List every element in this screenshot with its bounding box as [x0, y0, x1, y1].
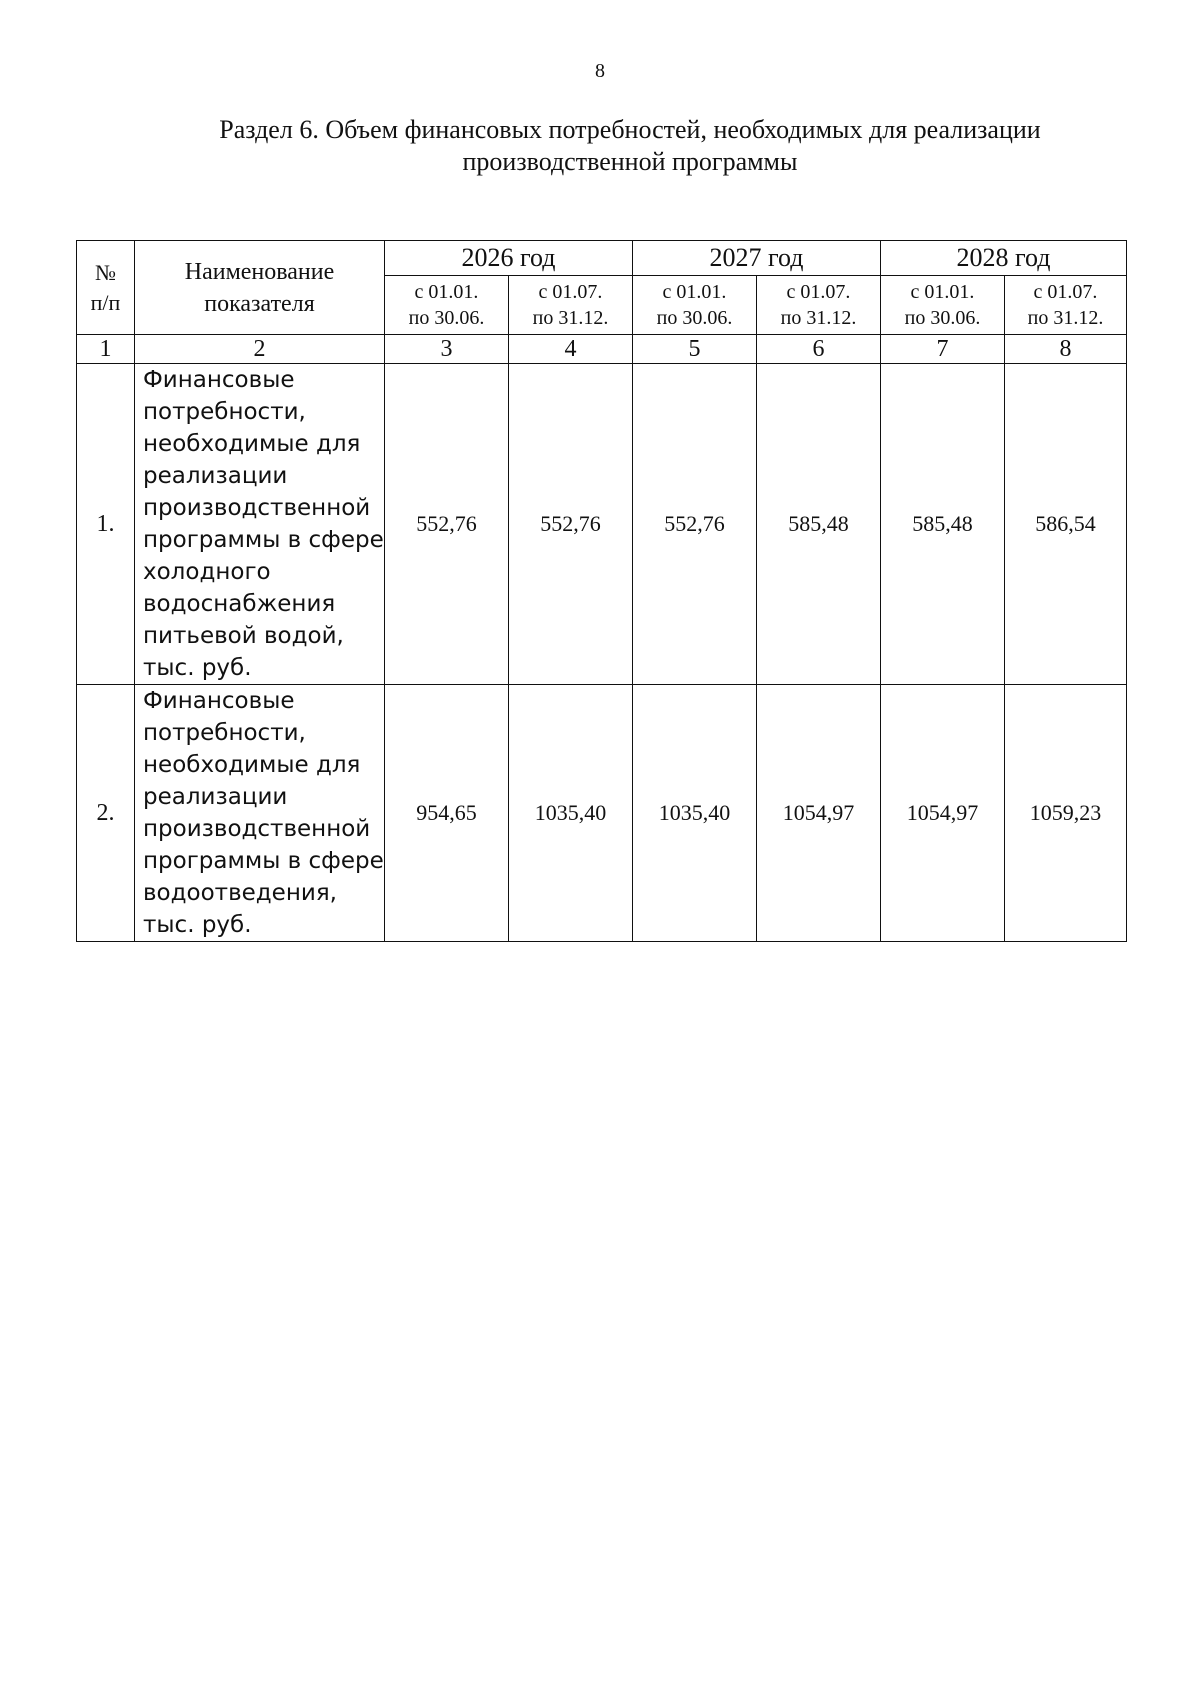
row-value: 585,48	[881, 364, 1005, 685]
column-number: 5	[633, 335, 757, 364]
row-value: 1054,97	[757, 685, 881, 942]
column-number-row	[77, 335, 1127, 364]
header-period: с 01.01. по 30.06.	[385, 276, 509, 335]
table-row	[77, 685, 1127, 942]
header-year-2026: 2026 год	[385, 241, 633, 276]
row-number: 1.	[77, 364, 135, 685]
section-title	[150, 114, 1110, 178]
header-period: с 01.01. по 30.06.	[881, 276, 1005, 335]
column-number: 7	[881, 335, 1005, 364]
row-value: 586,54	[1005, 364, 1127, 685]
row-value: 954,65	[385, 685, 509, 942]
financial-needs-table	[76, 240, 1127, 942]
header-period: с 01.07. по 31.12.	[509, 276, 633, 335]
row-value: 1054,97	[881, 685, 1005, 942]
row-value: 1035,40	[633, 685, 757, 942]
page-number: 8	[595, 60, 605, 82]
row-value: 552,76	[509, 364, 633, 685]
row-value: 552,76	[633, 364, 757, 685]
row-value: 1035,40	[509, 685, 633, 942]
header-year-2027: 2027 год	[633, 241, 881, 276]
table-row	[77, 364, 1127, 685]
row-indicator-name: Финансовые потребности, необходимые для реализации производственной программы в сфере холодного водоснабжения питьевой водой, тыс. руб.	[135, 364, 385, 685]
header-name: Наименование показателя	[135, 241, 385, 335]
column-number: 2	[135, 335, 385, 364]
row-indicator-name: Финансовые потребности, необходимые для реализации производственной программы в сфере водоотведения, тыс. руб.	[135, 685, 385, 942]
row-value: 585,48	[757, 364, 881, 685]
header-period: с 01.07. по 31.12.	[757, 276, 881, 335]
section-title-line-1: Раздел 6. Объем финансовых потребностей, необходимых для реализации	[219, 115, 1041, 144]
row-value: 552,76	[385, 364, 509, 685]
column-number: 8	[1005, 335, 1127, 364]
header-row-years	[77, 241, 1127, 276]
row-value: 1059,23	[1005, 685, 1127, 942]
section-title-line-2: производственной программы	[462, 147, 798, 176]
column-number: 3	[385, 335, 509, 364]
row-number: 2.	[77, 685, 135, 942]
header-year-2028: 2028 год	[881, 241, 1127, 276]
column-number: 4	[509, 335, 633, 364]
header-period: с 01.07. по 31.12.	[1005, 276, 1127, 335]
header-period: с 01.01. по 30.06.	[633, 276, 757, 335]
column-number: 6	[757, 335, 881, 364]
column-number: 1	[77, 335, 135, 364]
header-num: № п/п	[77, 241, 135, 335]
